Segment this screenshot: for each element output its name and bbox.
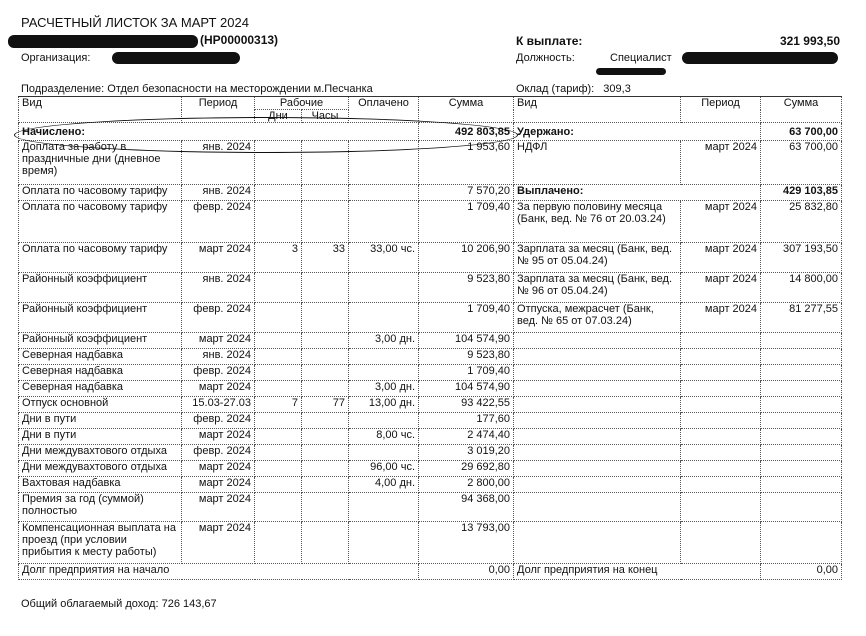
row-withheld-sum: [761, 477, 842, 493]
row-days: 7: [255, 397, 302, 413]
row-hours: [302, 201, 349, 243]
row-paid: 13,00 дн.: [349, 397, 419, 413]
row-hours: [302, 273, 349, 303]
table-row: [19, 493, 842, 522]
row-type: Премия за год (суммой) полностью: [19, 493, 182, 522]
row-hours: [302, 141, 349, 185]
row-paid: 96,00 чс.: [349, 461, 419, 477]
row-period: февр. 2024: [182, 445, 255, 461]
position-label: Должность:: [516, 52, 575, 64]
row-type: Оплата по часовому тарифу: [19, 201, 182, 243]
row-sum: 2 800,00: [419, 477, 514, 493]
row-type: Доплата за работу в праздничные дни (дневное время): [19, 141, 182, 185]
table-row: [19, 141, 842, 185]
row-hours: [302, 333, 349, 349]
col-header-sum: Сумма: [419, 97, 514, 123]
row-paid: [349, 349, 419, 365]
row-days: [255, 303, 302, 333]
row-withheld-type: [514, 349, 681, 365]
row-withheld-sum: 14 800,00: [761, 273, 842, 303]
table-row: [19, 413, 842, 429]
row-hours: [302, 349, 349, 365]
row-period: март 2024: [182, 461, 255, 477]
table-row: [19, 445, 842, 461]
col-header-hours: Часы: [302, 110, 349, 123]
row-sum: 2 474,40: [419, 429, 514, 445]
payout-label: К выплате:: [516, 34, 583, 48]
row-sum: 104 574,90: [419, 381, 514, 397]
col-header-type: Вид: [19, 97, 182, 123]
row-paid: [349, 303, 419, 333]
row-period: 15.03-27.03: [182, 397, 255, 413]
table-row: [19, 273, 842, 303]
employee-code: (НР00000313): [200, 33, 279, 47]
table-row: [19, 333, 842, 349]
organization-label: Организация:: [21, 52, 91, 64]
table-row: [19, 397, 842, 413]
row-withheld-sum: 63 700,00: [761, 141, 842, 185]
debt-end-value: 0,00: [761, 564, 842, 580]
row-sum: 93 422,55: [419, 397, 514, 413]
row-type: Дни междувахтового отдыха: [19, 461, 182, 477]
row-days: [255, 413, 302, 429]
row-sum: 1 709,40: [419, 201, 514, 243]
rate-label-text: Оклад (тариф):: [516, 83, 595, 95]
row-days: [255, 333, 302, 349]
row-withheld-type: Отпуска, межрасчет (Банк, вед. № 65 от 07.03.24): [514, 303, 681, 333]
row-paid: [349, 493, 419, 522]
row-withheld-type: [514, 381, 681, 397]
row-type: Северная надбавка: [19, 381, 182, 397]
row-paid: [349, 522, 419, 564]
row-withheld-type: [514, 429, 681, 445]
row-paid: 8,00 чс.: [349, 429, 419, 445]
row-days: [255, 445, 302, 461]
row-paid: [349, 273, 419, 303]
row-withheld-sum: [761, 522, 842, 564]
col-header-working: Рабочие: [255, 97, 349, 110]
row-withheld-period: [681, 381, 761, 397]
row-period: март 2024: [182, 477, 255, 493]
row-withheld-sum: 307 193,50: [761, 243, 842, 273]
row-hours: [302, 365, 349, 381]
row-hours: [302, 381, 349, 397]
document-title: РАСЧЕТНЫЙ ЛИСТОК ЗА МАРТ 2024: [21, 15, 249, 30]
department-label: Подразделение: Отдел безопасности на месторождении м.Песчанка: [21, 83, 373, 95]
row-days: [255, 185, 302, 201]
organization-redaction: [112, 52, 240, 64]
row-paid: 4,00 дн.: [349, 477, 419, 493]
totals-row: [19, 123, 842, 141]
row-withheld-type: НДФЛ: [514, 141, 681, 185]
row-withheld-period: [681, 413, 761, 429]
row-hours: [302, 413, 349, 429]
row-withheld-period: [681, 429, 761, 445]
paid-out-label: Выплачено:: [514, 185, 761, 201]
row-sum: 29 692,80: [419, 461, 514, 477]
row-withheld-type: Зарплата за месяц (Банк, вед. № 95 от 05.04.24): [514, 243, 681, 273]
row-hours: [302, 493, 349, 522]
row-withheld-sum: [761, 461, 842, 477]
row-period: февр. 2024: [182, 303, 255, 333]
row-days: [255, 429, 302, 445]
payslip-table: [18, 96, 842, 580]
row-paid: [349, 201, 419, 243]
row-sum: 10 206,90: [419, 243, 514, 273]
row-days: 3: [255, 243, 302, 273]
row-withheld-period: [681, 333, 761, 349]
row-days: [255, 365, 302, 381]
row-type: Дни междувахтового отдыха: [19, 445, 182, 461]
position-value: Специалист: [610, 52, 672, 64]
row-sum: 9 523,80: [419, 349, 514, 365]
row-withheld-sum: 25 832,80: [761, 201, 842, 243]
debt-row: [19, 564, 842, 580]
row-sum: 7 570,20: [419, 185, 514, 201]
row-withheld-type: [514, 365, 681, 381]
row-hours: [302, 477, 349, 493]
row-period: март 2024: [182, 429, 255, 445]
row-withheld-type: [514, 493, 681, 522]
row-period: февр. 2024: [182, 413, 255, 429]
col-header-paid: Оплачено: [349, 97, 419, 123]
row-paid: [349, 365, 419, 381]
col-header-period: Период: [182, 97, 255, 123]
row-sum: 1 709,40: [419, 303, 514, 333]
row-type: Северная надбавка: [19, 349, 182, 365]
table-row: [19, 477, 842, 493]
row-hours: [302, 445, 349, 461]
position-redaction-2: [596, 68, 666, 75]
row-days: [255, 141, 302, 185]
row-period: март 2024: [182, 243, 255, 273]
header-row-1: [19, 97, 842, 110]
rate-label: [516, 83, 631, 95]
row-sum: 94 368,00: [419, 493, 514, 522]
row-period: янв. 2024: [182, 185, 255, 201]
row-type: Оплата по часовому тарифу: [19, 243, 182, 273]
row-withheld-type: [514, 445, 681, 461]
table-row: [19, 243, 842, 273]
payout-value: 321 993,50: [779, 34, 840, 48]
row-withheld-period: [681, 445, 761, 461]
row-withheld-sum: [761, 493, 842, 522]
row-days: [255, 461, 302, 477]
row-days: [255, 477, 302, 493]
row-paid: [349, 445, 419, 461]
row-type: Дни в пути: [19, 413, 182, 429]
row-type: Районный коэффициент: [19, 273, 182, 303]
row-withheld-period: [681, 477, 761, 493]
col-header-withheld-sum: Сумма: [761, 97, 842, 123]
row-paid: [349, 413, 419, 429]
row-type: Компенсационная выплата на проезд (при условии прибытия к месту работы): [19, 522, 182, 564]
row-type: Районный коэффициент: [19, 333, 182, 349]
row-withheld-period: март 2024: [681, 141, 761, 185]
row-withheld-type: [514, 413, 681, 429]
row-withheld-sum: [761, 429, 842, 445]
row-withheld-sum: [761, 413, 842, 429]
row-hours: [302, 429, 349, 445]
row-period: март 2024: [182, 333, 255, 349]
row-type: Дни в пути: [19, 429, 182, 445]
row-sum: 177,60: [419, 413, 514, 429]
row-paid: [349, 141, 419, 185]
row-period: янв. 2024: [182, 349, 255, 365]
accrued-total: 492 803,85: [419, 123, 514, 141]
row-paid: [349, 185, 419, 201]
row-days: [255, 273, 302, 303]
rate-value: 309,3: [603, 83, 631, 95]
table-row: [19, 201, 842, 243]
row-withheld-period: март 2024: [681, 201, 761, 243]
row-withheld-type: Зарплата за месяц (Банк, вед. № 96 от 05.04.24): [514, 273, 681, 303]
row-hours: 77: [302, 397, 349, 413]
row-withheld-sum: [761, 365, 842, 381]
row-withheld-sum: [761, 333, 842, 349]
table-row: [19, 381, 842, 397]
row-days: [255, 381, 302, 397]
row-paid: 33,00 чс.: [349, 243, 419, 273]
row-type: Отпуск основной: [19, 397, 182, 413]
col-header-withheld-type: Вид: [514, 97, 681, 123]
row-withheld-sum: [761, 349, 842, 365]
row-withheld-type: [514, 477, 681, 493]
col-header-withheld-period: Период: [681, 97, 761, 123]
row-sum: 13 793,00: [419, 522, 514, 564]
row-days: [255, 522, 302, 564]
debt-start-label: Долг предприятия на начало: [19, 564, 419, 580]
accrued-label: Начислено:: [19, 123, 419, 141]
table-row: [19, 349, 842, 365]
paid-out-total: 429 103,85: [761, 185, 842, 201]
row-withheld-type: [514, 522, 681, 564]
row-hours: [302, 461, 349, 477]
row-period: янв. 2024: [182, 141, 255, 185]
row-hours: [302, 185, 349, 201]
debt-end-label: Долг предприятия на конец: [514, 564, 761, 580]
debt-start-value: 0,00: [419, 564, 514, 580]
table-row: [19, 365, 842, 381]
row-paid: 3,00 дн.: [349, 333, 419, 349]
row-sum: 9 523,80: [419, 273, 514, 303]
position-redaction: [682, 52, 838, 64]
row-sum: 1 953,60: [419, 141, 514, 185]
row-withheld-period: [681, 493, 761, 522]
row-period: март 2024: [182, 381, 255, 397]
row-withheld-period: [681, 522, 761, 564]
row-withheld-sum: 81 277,55: [761, 303, 842, 333]
row-withheld-sum: [761, 381, 842, 397]
row-period: март 2024: [182, 522, 255, 564]
table-row: [19, 522, 842, 564]
row-withheld-period: март 2024: [681, 273, 761, 303]
withheld-total: 63 700,00: [761, 123, 842, 141]
row-period: февр. 2024: [182, 201, 255, 243]
row-withheld-type: [514, 333, 681, 349]
row-days: [255, 493, 302, 522]
employee-name-redaction: [8, 35, 198, 48]
row-withheld-period: [681, 397, 761, 413]
table-row: [19, 429, 842, 445]
withheld-label: Удержано:: [514, 123, 761, 141]
row-hours: [302, 522, 349, 564]
row-days: [255, 349, 302, 365]
row-withheld-type: [514, 397, 681, 413]
table-row: [19, 185, 842, 201]
row-withheld-period: март 2024: [681, 243, 761, 273]
row-days: [255, 201, 302, 243]
row-period: март 2024: [182, 493, 255, 522]
row-withheld-period: [681, 365, 761, 381]
row-withheld-type: [514, 461, 681, 477]
row-sum: 1 709,40: [419, 365, 514, 381]
row-paid: 3,00 дн.: [349, 381, 419, 397]
row-withheld-sum: [761, 397, 842, 413]
table-row: [19, 461, 842, 477]
row-withheld-period: март 2024: [681, 303, 761, 333]
row-period: февр. 2024: [182, 365, 255, 381]
row-withheld-type: За первую половину месяца (Банк, вед. № 76 от 20.03.24): [514, 201, 681, 243]
row-withheld-sum: [761, 445, 842, 461]
row-sum: 3 019,20: [419, 445, 514, 461]
taxable-income: Общий облагаемый доход: 726 143,67: [21, 598, 217, 610]
row-sum: 104 574,90: [419, 333, 514, 349]
row-period: янв. 2024: [182, 273, 255, 303]
row-hours: 33: [302, 243, 349, 273]
row-type: Оплата по часовому тарифу: [19, 185, 182, 201]
row-withheld-period: [681, 349, 761, 365]
row-type: Северная надбавка: [19, 365, 182, 381]
table-row: [19, 303, 842, 333]
row-hours: [302, 303, 349, 333]
row-type: Районный коэффициент: [19, 303, 182, 333]
row-type: Вахтовая надбавка: [19, 477, 182, 493]
col-header-days: Дни: [255, 110, 302, 123]
row-withheld-period: [681, 461, 761, 477]
